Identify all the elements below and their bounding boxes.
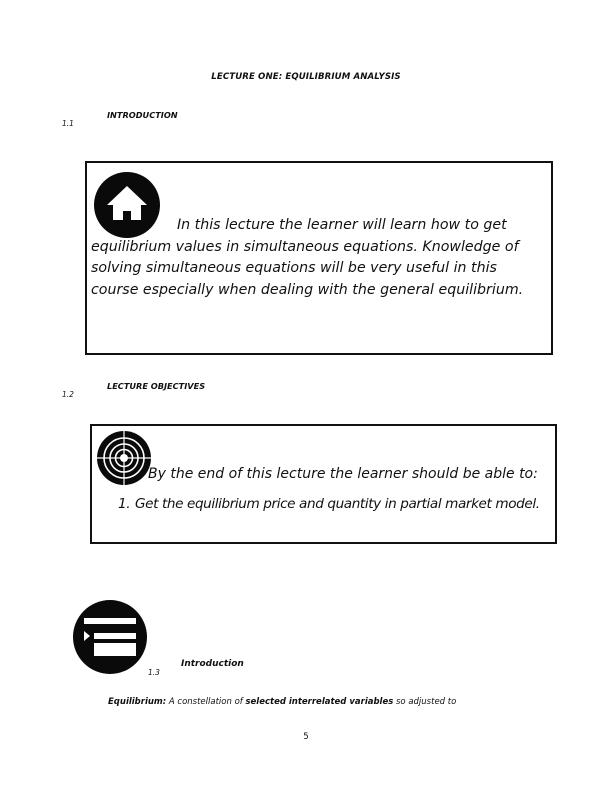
document-title: LECTURE ONE: EQUILIBRIUM ANALYSIS (211, 72, 401, 82)
objective-number: 1. (118, 496, 131, 512)
objectives-lead-text: By the end of this lecture the learner should be able to: (148, 466, 538, 482)
section-heading-1-1 (62, 110, 178, 130)
section-number: 1.1 (62, 119, 74, 128)
intro-paragraph (91, 215, 551, 301)
definition-term: Equilibrium: (108, 697, 167, 707)
page-number: 5 (303, 732, 309, 742)
section-number: 1.3 (148, 668, 160, 677)
section-number: 1.2 (62, 390, 74, 399)
intro-line: course especially when dealing with the general equilibrium. (91, 281, 524, 298)
definition-bold-phrase: selected interrelated variables (245, 697, 394, 707)
section-heading-1-3 (148, 659, 244, 679)
objectives-callout-box (90, 424, 557, 544)
intro-line: In this lecture the learner will learn how to get (177, 217, 507, 233)
objective-item (118, 496, 548, 514)
section-label: LECTURE OBJECTIVES (107, 381, 206, 391)
target-icon (97, 431, 151, 489)
section-label: Introduction (181, 659, 244, 669)
list-icon (73, 600, 147, 678)
objective-text: Get the equilibrium price and quantity in partial market model. (135, 496, 540, 512)
section-label: INTRODUCTION (107, 110, 178, 120)
section-heading-1-2 (62, 381, 206, 401)
definition-text-after: so adjusted to (393, 697, 457, 707)
intro-line: equilibrium values in simultaneous equations. Knowledge of (91, 238, 519, 255)
definition-text: A constellation of (166, 697, 246, 707)
definition-paragraph (108, 697, 456, 707)
intro-line: solving simultaneous equations will be very useful in this (91, 260, 497, 276)
intro-callout-box (85, 161, 553, 355)
